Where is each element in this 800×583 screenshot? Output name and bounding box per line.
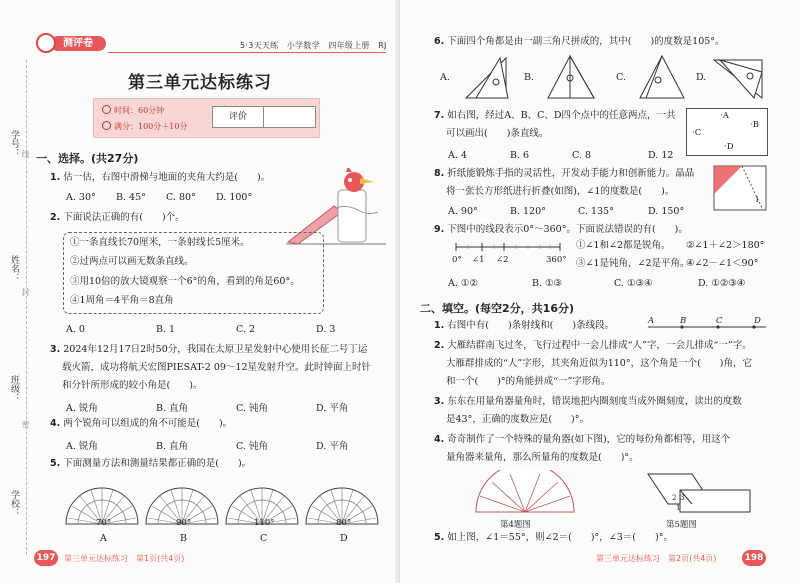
angle-scale-line (454, 240, 564, 254)
fill-question-2-line3: 和一个( )°的角能拼成“一”字形角。 (446, 376, 611, 387)
q4-option-c[interactable]: C. 钝角 (236, 441, 268, 452)
ray-point-b: B (680, 316, 687, 326)
score-info: 满分：100分＋10分 (102, 121, 187, 132)
q4-option-d[interactable]: D. 平角 (316, 441, 349, 452)
q8-option-a[interactable]: A. 90° (448, 206, 478, 217)
page-number-left: 197 (34, 550, 58, 566)
ray-figure (646, 320, 770, 334)
logo-label: 测评卷 (50, 36, 106, 51)
grade-box (212, 106, 316, 128)
q3-option-a[interactable]: A. 锐角 (66, 403, 98, 414)
question-6: 6. 下面四个角都是由一副三角尺拼成的，其中( )的度数是105°。 (434, 36, 725, 47)
q1-option-b[interactable]: B. 45° (116, 192, 146, 203)
header-rule (108, 52, 386, 53)
q9-statement-4: ④∠2－∠1＜90° (686, 258, 759, 269)
statement-3: ③用10倍的放大镜观察一个6°的角，看到的角是60°。 (70, 276, 300, 287)
side-label-class: 班级： (9, 375, 19, 402)
point-a: ·A (720, 111, 729, 121)
triangle-pair-b (544, 52, 604, 104)
special-protractor-figure (470, 470, 580, 516)
q1-option-c[interactable]: C. 80° (166, 192, 196, 203)
fill-question-3: 3. 东东在用量角器量角时，错误地把内圈刻度当成外圈刻度，读出的度数 (434, 396, 742, 407)
side-label-id: 学号： (9, 130, 19, 157)
reading-b: 90° (176, 518, 192, 528)
point-c: ·C (692, 128, 702, 138)
question-2: 2. 下面说法正确的有( )个。 (50, 212, 185, 223)
q9-statement-1: ①∠1和∠2都是锐角。 (576, 240, 671, 251)
scale-360: 360° (546, 255, 567, 265)
q9-statement-3: ③∠1是钝角，∠2是平角。 (576, 258, 690, 269)
q3-option-d[interactable]: D. 平角 (316, 403, 349, 414)
q2-option-c[interactable]: C. 2 (236, 324, 256, 335)
triangle-pair-a (460, 52, 520, 104)
q5-option-c[interactable]: C (260, 533, 268, 544)
fill-question-2-line2: 大雁群排成的“人”字形，其夹角近似为110°，这个角是一个( )角，它 (446, 358, 753, 369)
q6-option-c[interactable]: C. (616, 72, 626, 83)
question-5: 5. 下面测量方法和测量结果都正确的是( )。 (50, 458, 252, 469)
fill-question-5: 5. 如上图，∠1＝55°，则∠2＝( )°，∠3＝( )°。 (434, 532, 673, 543)
question-4: 4. 两个锐角可以组成的角不可能是( )。 (50, 418, 233, 429)
question-3: 3. 2024年12月17日2时50分，我国在太原卫星发射中心使用长征二号丁运 (50, 344, 368, 355)
page-title: 第三单元达标练习 (128, 73, 272, 93)
q7-option-c[interactable]: C. 8 (572, 150, 592, 161)
point-b: ·B (750, 120, 759, 130)
cut-mark-3: 密 (21, 420, 30, 428)
question-3-line2: 载火箭，成功将航天宏图PIESAT-2 09～12星发射升空。此时钟面上时针 (62, 362, 371, 373)
q1-option-d[interactable]: D. 100° (216, 192, 253, 203)
q4-option-b[interactable]: B. 直角 (156, 441, 189, 452)
scale-angle2: ∠2 (496, 255, 509, 265)
q7-option-d[interactable]: D. 12 (648, 150, 674, 161)
folded-strip-figure (640, 470, 760, 516)
figure4-caption: 第4题图 (500, 520, 531, 530)
time-info: 时间：60分钟 (102, 105, 164, 116)
strip-label-1: 1 (676, 504, 681, 512)
question-7: 7. 如右图，经过A、B、C、D四个点中的任意两点，一共 (434, 110, 676, 121)
statement-1: ①一条直线长70厘米，一条射线长5厘米。 (70, 237, 250, 248)
q8-option-c[interactable]: C. 135° (578, 206, 614, 217)
mascot-icon (36, 33, 56, 53)
reading-d: 80° (336, 518, 352, 528)
triangle-pair-d (710, 52, 770, 104)
folded-paper-figure (712, 164, 768, 214)
q1-option-a[interactable]: A. 30° (66, 192, 96, 203)
q7-option-a[interactable]: A. 4 (448, 150, 467, 161)
grade-field[interactable] (264, 107, 315, 127)
q9-option-d[interactable]: D. ①②③④ (698, 278, 746, 289)
q9-option-b[interactable]: B. ①③ (532, 278, 563, 289)
q9-statement-2: ②∠1＋∠2＞180° (686, 240, 765, 251)
q7-option-b[interactable]: B. 6 (510, 150, 530, 161)
fill-question-4-line2: 量角器来量角，那么所量角的度数是( )°。 (446, 452, 639, 463)
series-label: 5·3天天练 小学数学 四年级上册 RJ (240, 41, 387, 50)
side-label-name: 姓名： (9, 255, 19, 282)
statement-4: ④1周角＝4平角＝8直角 (70, 295, 174, 306)
clock-icon (102, 105, 111, 114)
question-8-line2: 将一张长方形纸进行折叠(如图)，∠1的度数是( )。 (446, 186, 675, 197)
q5-option-d[interactable]: D (340, 533, 348, 544)
q2-option-b[interactable]: B. 1 (156, 324, 176, 335)
q6-option-a[interactable]: A. (440, 72, 450, 83)
q6-option-b[interactable]: B. (524, 72, 535, 83)
q3-option-b[interactable]: B. 直角 (156, 403, 189, 414)
check-icon (102, 121, 111, 130)
q8-option-d[interactable]: D. 150° (648, 206, 685, 217)
q5-option-b[interactable]: B (180, 533, 187, 544)
q4-option-a[interactable]: A. 锐角 (66, 441, 98, 452)
scale-0: 0° (452, 255, 462, 265)
binding-line (26, 60, 27, 555)
ray-point-a: A (648, 316, 655, 326)
question-3-line3: 和分针所形成的较小角是( )。 (62, 380, 203, 391)
fill-question-2: 2. 大雁结群南飞过冬，飞行过程中一会儿排成“人”字，一会儿排成“一”字。 (434, 340, 752, 351)
right-page (400, 0, 800, 583)
triangle-pair-c (634, 52, 694, 104)
fill-question-3-line2: 是43°，正确的度数应是( )°。 (446, 414, 590, 425)
angle-label: 1 (755, 196, 760, 204)
q6-option-d[interactable]: D. (696, 72, 707, 83)
statement-2: ②过两点可以画无数条直线。 (70, 256, 194, 267)
fill-question-1: 1. 右图中有( )条射线和( )条线段。 (434, 320, 615, 331)
question-9: 9. 下图中的线段表示0°～360°。下面说法错误的有( )。 (434, 224, 688, 235)
reading-c: 110° (254, 518, 275, 528)
scale-angle1: ∠1 (472, 255, 485, 265)
section1-title: 一、选择。(共27分) (36, 152, 139, 165)
fill-question-4: 4. 奇奇制作了一个特殊的量角器(如下图)，它的每份角都相等，用这个 (434, 434, 731, 445)
q9-option-a[interactable]: A. ①② (448, 278, 478, 289)
footer-right: 第三单元达标练习 第2页(共4页) (596, 554, 717, 563)
point-d: ·D (724, 142, 734, 152)
ray-point-d: D (754, 316, 761, 326)
q9-option-c[interactable]: C. ①③④ (614, 278, 653, 289)
grade-label: 评价 (213, 107, 264, 127)
footer-left: 第三单元达标练习 第1页(共4页) (64, 554, 185, 563)
question-7-line2: 可以画出( )条直线。 (446, 128, 549, 139)
side-label-school: 学校： (9, 490, 19, 517)
strip-label-3: 3 (680, 494, 685, 502)
cut-mark-1: 线 (21, 150, 30, 158)
section2-title: 二、填空。(每空2分，共16分) (420, 302, 575, 315)
q2-option-a[interactable]: A. 0 (66, 324, 85, 335)
q5-option-a[interactable]: A (100, 533, 107, 544)
q2-option-d[interactable]: D. 3 (316, 324, 336, 335)
q3-option-c[interactable]: C. 钝角 (236, 403, 268, 414)
page-number-right: 198 (742, 550, 766, 566)
strip-label-2: 2 (672, 494, 677, 502)
figure5-caption: 第5题图 (666, 520, 697, 530)
q8-option-b[interactable]: B. 120° (510, 206, 546, 217)
logo (36, 33, 106, 53)
question-8: 8. 折纸能锻炼手指的灵活性，开发动手能力和创新能力。晶晶 (434, 168, 695, 179)
ray-point-c: C (716, 316, 723, 326)
cut-mark-2: 封 (21, 288, 30, 296)
question-1: 1. 估一估，右图中滑梯与地面的夹角大约是( )。 (50, 172, 271, 183)
reading-a: 70° (96, 518, 112, 528)
